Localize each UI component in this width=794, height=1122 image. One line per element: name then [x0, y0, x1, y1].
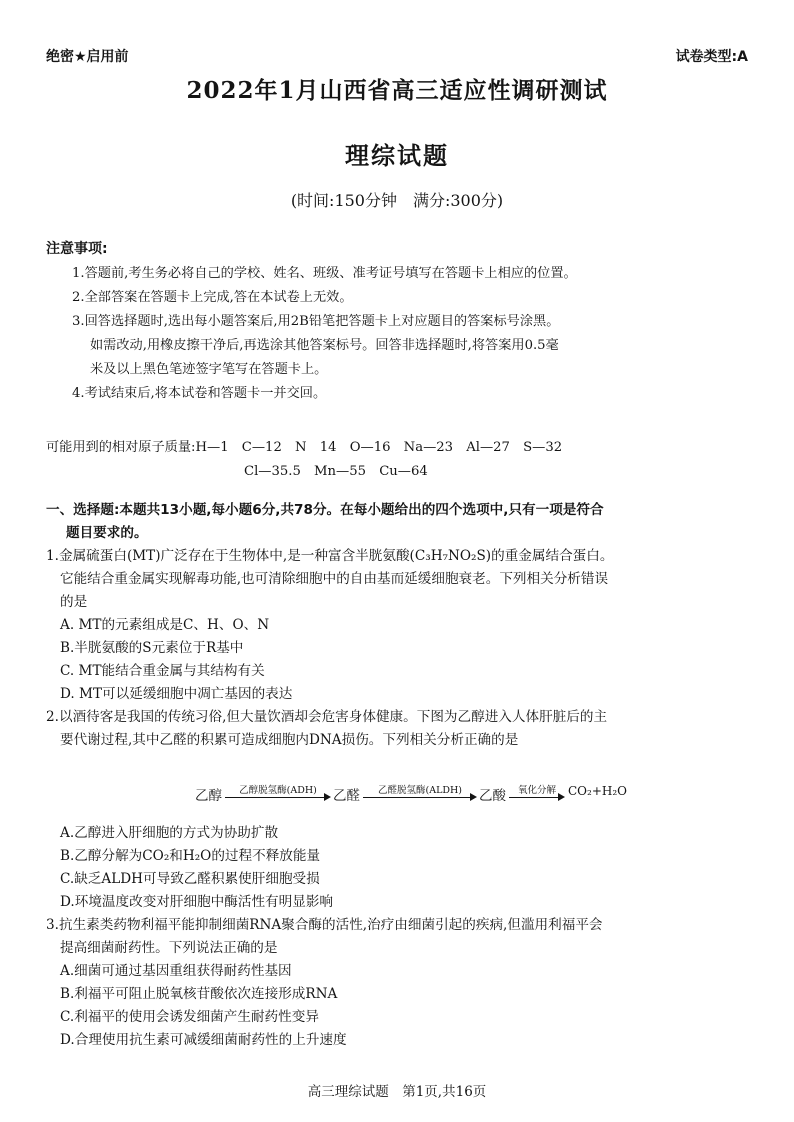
reaction-process-label: 氧化分解 — [517, 785, 556, 796]
question-3-stem: 3.抗生素类药物利福平能抑制细菌RNA聚合酶的活性,治疗由细菌引起的疾病,但滥用利福平会 — [46, 917, 603, 933]
notice-item: 4.考试结束后,将本试卷和答题卡一并交回。 — [72, 386, 327, 401]
time-score-info: (时间:150分钟 满分:300分) — [290, 191, 504, 210]
atomic-mass-line-2: Cl—35.5 Mn—55 Cu—64 — [244, 464, 428, 479]
exam-subtitle: 理综试题 — [345, 141, 449, 170]
question-1-option-a: A. MT的元素组成是C、H、O、N — [60, 617, 270, 633]
arrow-line — [363, 797, 471, 798]
question-3-option-c: C.利福平的使用会诱发细菌产生耐药性变异 — [60, 1009, 319, 1025]
question-2-option-d: D.环境温度改变对肝细胞中酶活性有明显影响 — [60, 894, 334, 910]
question-2-option-a: A.乙醇进入肝细胞的方式为协助扩散 — [60, 825, 279, 841]
reaction-node-acetic-acid: 乙酸 — [479, 788, 506, 804]
question-2-option-b: B.乙醇分解为CO₂和H₂O的过程不释放能量 — [60, 848, 321, 864]
atomic-mass-line-1: 可能用到的相对原子质量:H—1 C—12 N 14 O—16 Na—23 Al—27 S—32 — [46, 440, 563, 455]
question-3-option-b: B.利福平可阻止脱氧核苷酸依次连接形成RNA — [60, 986, 338, 1002]
ethanol-metabolism-diagram — [195, 768, 627, 808]
notice-item: 如需改动,用橡皮擦干净后,再选涂其他答案标号。回答非选择题时,将答案用0.5毫 — [90, 338, 559, 353]
notice-item: 3.回答选择题时,选出每小题答案后,用2B铅笔把答题卡上对应题目的答案标号涂黑。 — [72, 314, 560, 329]
section-heading-cont: 题目要求的。 — [66, 525, 148, 541]
confidential-label: 绝密★启用前 — [46, 49, 129, 65]
notice-item: 2.全部答案在答题卡上完成,答在本试卷上无效。 — [72, 290, 353, 305]
reaction-enzyme-label: 乙醛脱氢酶(ALDH) — [378, 785, 462, 796]
paper-type-label: 试卷类型:A — [675, 49, 748, 65]
arrow-line — [509, 797, 559, 798]
question-3-stem: 提高细菌耐药性。下列说法正确的是 — [60, 940, 278, 956]
question-2-stem: 要代谢过程,其中乙醛的积累可造成细胞内DNA损伤。下列相关分析正确的是 — [60, 732, 519, 748]
exam-title: 2022年1月山西省高三适应性调研测试 — [186, 77, 608, 104]
notice-item: 米及以上黑色笔迹签字笔写在答题卡上。 — [90, 362, 328, 377]
notice-heading: 注意事项: — [46, 241, 108, 257]
question-1-option-c: C. MT能结合重金属与其结构有关 — [60, 663, 265, 679]
arrow-line — [225, 797, 325, 798]
question-1-option-b: B.半胱氨酸的S元素位于R基中 — [60, 640, 244, 656]
reaction-enzyme-label: 乙醇脱氢酶(ADH) — [239, 785, 317, 796]
reaction-arrow-aldh — [363, 785, 477, 799]
question-1-stem: 的是 — [60, 594, 88, 610]
section-heading: 一、选择题:本题共13小题,每小题6分,共78分。在每小题给出的四个选项中,只有一项是符合 — [46, 502, 604, 518]
question-2-stem: 2.以酒待客是我国的传统习俗,但大量饮酒却会危害身体健康。下图为乙醇进入人体肝脏后的主 — [46, 709, 608, 725]
notice-item: 1.答题前,考生务必将自己的学校、姓名、班级、准考证号填写在答题卡上相应的位置。 — [72, 266, 577, 281]
reaction-node-products: CO₂+H₂O — [568, 784, 627, 798]
question-1-option-d: D. MT可以延缓细胞中凋亡基因的表达 — [60, 686, 293, 702]
page-footer: 高三理综试题 第1页,共16页 — [307, 1084, 487, 1100]
reaction-node-ethanol: 乙醇 — [195, 788, 222, 804]
question-3-option-a: A.细菌可通过基因重组获得耐药性基因 — [60, 963, 292, 979]
question-2-option-c: C.缺乏ALDH可导致乙醛积累使肝细胞受损 — [60, 871, 320, 887]
reaction-node-acetaldehyde: 乙醛 — [333, 788, 360, 804]
reaction-arrow-adh — [225, 785, 331, 799]
question-1-stem: 它能结合重金属实现解毒功能,也可清除细胞中的自由基而延缓细胞衰老。下列相关分析错误 — [60, 571, 609, 587]
question-3-option-d: D.合理使用抗生素可减缓细菌耐药性的上升速度 — [60, 1032, 347, 1048]
reaction-arrow-oxidation — [509, 785, 565, 799]
question-1-stem: 1.金属硫蛋白(MT)广泛存在于生物体中,是一种富含半胱氨酸(C₃H₇NO₂S)的重金属结合蛋白。 — [46, 548, 614, 564]
